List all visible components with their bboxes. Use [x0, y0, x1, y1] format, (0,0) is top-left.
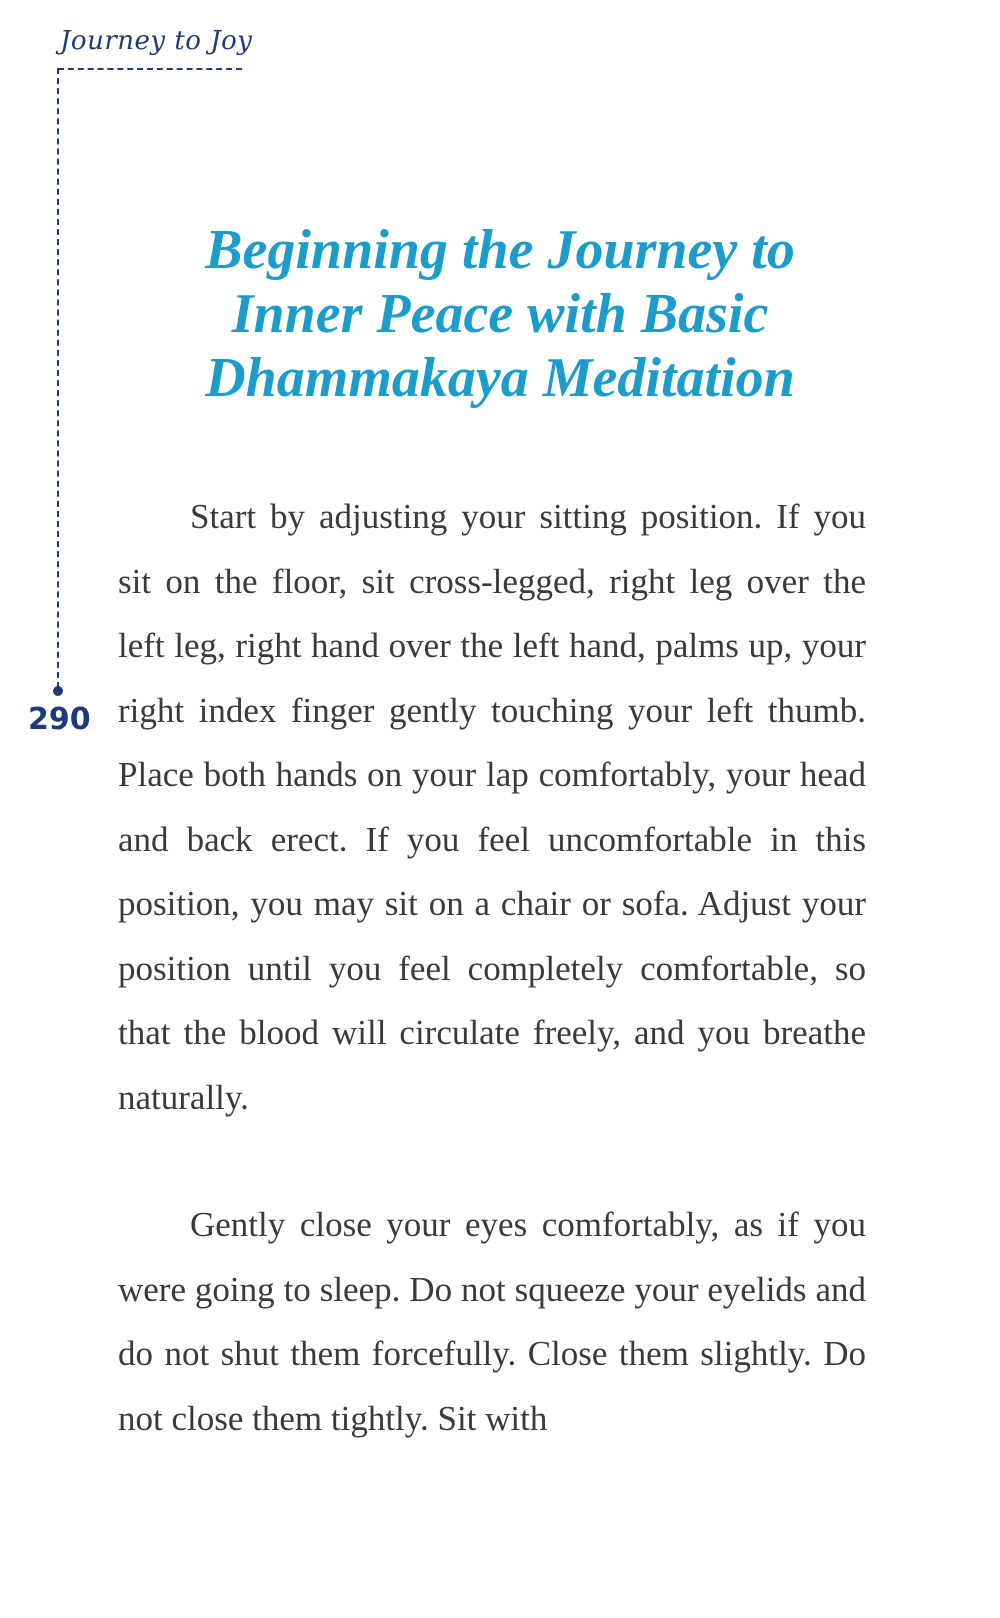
running-head: Journey to Joy: [60, 26, 253, 56]
header-dashed-rule: [58, 68, 242, 70]
margin-rule-dot: [53, 686, 63, 696]
chapter-title-line: Beginning the Journey to: [205, 219, 795, 281]
paragraph-text: Start by adjusting your sitting position. If you sit on the floor, sit cross-legged, right leg over the left leg, right hand over the left hand, palms up, your right index finger gently touching your left thumb. Place both hands on your lap comfortably, your head and back erect. If you feel uncomfortable in this position, you may sit on a chair or sofa. Adjust your position until you feel completely comfortable, so that the blood will circulate freely, and you breathe naturally.: [118, 497, 866, 1117]
chapter-title-line: Dhammakaya Meditation: [205, 347, 795, 409]
body-paragraph-1: [118, 485, 866, 1130]
page-number: 290: [28, 702, 91, 737]
chapter-title: [150, 218, 850, 410]
margin-dashed-rule: [57, 68, 59, 688]
body-paragraph-2: [118, 1193, 866, 1451]
paragraph-text: Gently close your eyes comfortably, as if you were going to sleep. Do not squeeze your eyelids and do not shut them forcefully. Close them slightly. Do not close them tightly. Sit with: [118, 1205, 866, 1438]
chapter-title-line: Inner Peace with Basic: [231, 283, 769, 345]
